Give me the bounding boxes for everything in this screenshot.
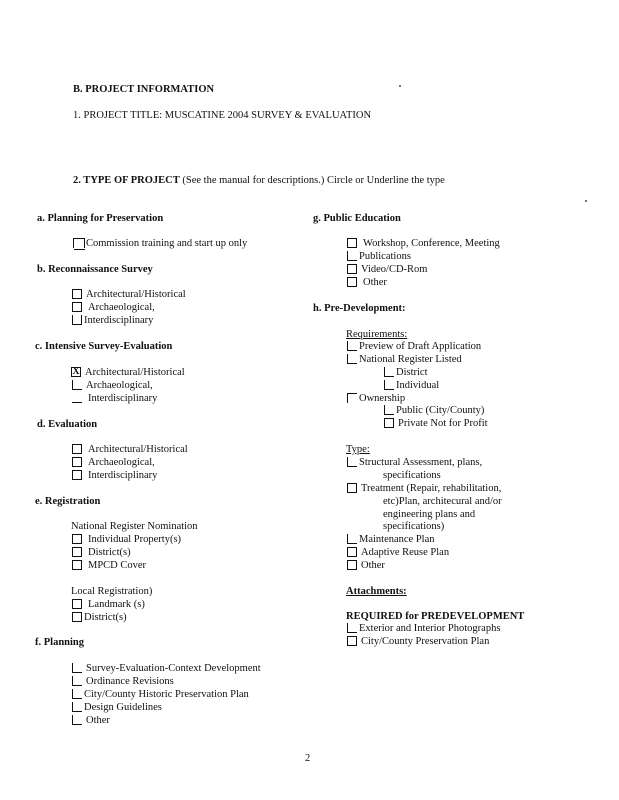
d-item-1: Architectural/Historical: [88, 444, 188, 455]
c-item-2: Archaeological,: [86, 380, 153, 391]
b-item-3: Interdisciplinary: [84, 315, 154, 326]
d-item-2: Archaeological,: [88, 457, 155, 468]
project-title: 1. PROJECT TITLE: MUSCATINE 2004 SURVEY & EVALUATION: [73, 110, 372, 121]
ownership-checkbox[interactable]: [347, 393, 357, 403]
req-sub-item-1: District: [396, 367, 428, 378]
attach-item-2: City/County Preservation Plan: [361, 636, 490, 647]
f-checkbox-1[interactable]: [72, 663, 82, 673]
own-sub-checkbox-1[interactable]: [384, 405, 394, 415]
section-h-title: h. Pre-Development:: [313, 303, 406, 314]
b-checkbox-2[interactable]: [72, 302, 82, 312]
e-nat-item-1: Individual Property(s): [88, 534, 182, 545]
f-item-5: Other: [86, 715, 110, 726]
attach-item-1: Exterior and Interior Photographs: [359, 623, 501, 634]
section-d-title: d. Evaluation: [37, 419, 98, 430]
own-sub-item-2: Private Not for Profit: [398, 418, 488, 429]
f-item-3: City/County Historic Preservation Plan: [84, 689, 249, 700]
req-checkbox-2[interactable]: [347, 354, 357, 364]
g-checkbox-4[interactable]: [347, 277, 357, 287]
type-checkbox-2[interactable]: [347, 483, 357, 493]
e-local-checkbox-1[interactable]: [72, 599, 82, 609]
e-nat-item-3: MPCD Cover: [88, 560, 147, 571]
section-b-title: b. Reconnaissance Survey: [37, 264, 153, 275]
d-checkbox-1[interactable]: [72, 444, 82, 454]
c-checkbox-1-checked[interactable]: X: [72, 366, 80, 377]
e-local-item-1: Landmark (s): [88, 599, 145, 610]
e-nat-checkbox-2[interactable]: [72, 547, 82, 557]
type-checkbox-3[interactable]: [347, 534, 357, 544]
required-predevelopment-heading: REQUIRED for PREDEVELOPMENT: [346, 611, 525, 622]
section-f-title: f. Planning: [35, 637, 85, 648]
b-checkbox-1[interactable]: [72, 289, 82, 299]
g-item-1: Workshop, Conference, Meeting: [363, 238, 500, 249]
f-checkbox-4[interactable]: [72, 702, 82, 712]
f-checkbox-2[interactable]: [72, 676, 82, 686]
type-item-2-line-1: Treatment (Repair, rehabilitation,: [361, 483, 502, 494]
req-sub-checkbox-1[interactable]: [384, 367, 394, 377]
scan-speck: [399, 85, 401, 87]
g-checkbox-3[interactable]: [347, 264, 357, 274]
attach-checkbox-1[interactable]: [347, 623, 357, 633]
type-item-5: Other: [361, 560, 385, 571]
req-checkbox-1[interactable]: [347, 341, 357, 351]
page-number: 2: [305, 753, 311, 764]
type-item-3: Maintenance Plan: [359, 534, 435, 545]
req-sub-checkbox-2[interactable]: [384, 380, 394, 390]
type-heading-note: (See the manual for descriptions.) Circle or Underline the type: [182, 175, 445, 186]
e-nat-item-2: District(s): [88, 547, 131, 558]
section-a-title: a. Planning for Preservation: [37, 213, 164, 224]
a-item-label: Commission training and start up only: [86, 238, 248, 249]
own-sub-item-1: Public (City/County): [396, 405, 485, 416]
f-checkbox-3[interactable]: [72, 689, 82, 699]
e-local-checkbox-2[interactable]: [72, 612, 82, 622]
type-item-2-line-2: etc)Plan, architecural and/or: [383, 496, 502, 507]
d-checkbox-3[interactable]: [72, 470, 82, 480]
c-checkbox-3[interactable]: [72, 393, 82, 403]
req-item-1: Preview of Draft Application: [359, 341, 482, 352]
ownership-label: Ownership: [359, 393, 406, 404]
type-checkbox-4[interactable]: [347, 547, 357, 557]
e-national-heading: National Register Nomination: [71, 521, 198, 532]
attach-checkbox-2[interactable]: [347, 636, 357, 646]
section-c-title: c. Intensive Survey-Evaluation: [35, 341, 173, 352]
c-item-3: Interdisciplinary: [88, 393, 158, 404]
type-item-2-line-4: specifications): [383, 521, 445, 532]
c-item-1: Architectural/Historical: [85, 367, 185, 378]
section-g-title: g. Public Education: [313, 213, 401, 224]
attachments-heading: Attachments:: [346, 586, 407, 597]
scan-speck: [585, 200, 587, 202]
e-local-item-2: District(s): [84, 612, 127, 623]
own-sub-checkbox-2[interactable]: [384, 418, 394, 428]
e-local-heading: Local Registration): [71, 586, 153, 597]
a-checkbox[interactable]: [73, 238, 85, 248]
type-checkbox-5[interactable]: [347, 560, 357, 570]
f-checkbox-5[interactable]: [72, 715, 82, 725]
g-item-3: Video/CD-Rom: [361, 264, 428, 275]
type-heading-label: 2. TYPE OF PROJECT: [73, 175, 180, 186]
g-item-2: Publications: [359, 251, 411, 262]
section-e-title: e. Registration: [35, 496, 101, 507]
c-checkbox-2[interactable]: [72, 380, 82, 390]
e-nat-checkbox-1[interactable]: [72, 534, 82, 544]
section-heading: B. PROJECT INFORMATION: [73, 84, 215, 95]
type-item-2-line-3: engineering plans and: [383, 509, 476, 520]
type-heading: Type:: [346, 444, 370, 455]
requirements-heading: Requirements:: [346, 329, 408, 340]
b-item-2: Archaeological,: [88, 302, 155, 313]
d-checkbox-2[interactable]: [72, 457, 82, 467]
project-type-heading: [73, 175, 445, 187]
type-item-1-line-1: Structural Assessment, plans,: [359, 457, 483, 468]
g-checkbox-2[interactable]: [347, 251, 357, 261]
type-item-1-line-2: specifications: [383, 470, 441, 481]
type-checkbox-1[interactable]: [347, 457, 357, 467]
f-item-1: Survey-Evaluation-Context Development: [86, 663, 261, 674]
b-checkbox-3[interactable]: [72, 315, 82, 325]
b-item-1: Architectural/Historical: [86, 289, 186, 300]
a-underline-blank: [74, 249, 85, 250]
e-nat-checkbox-3[interactable]: [72, 560, 82, 570]
d-item-3: Interdisciplinary: [88, 470, 158, 481]
req-item-2: National Register Listed: [359, 354, 462, 365]
f-item-4: Design Guidelines: [84, 702, 162, 713]
g-checkbox-1[interactable]: [347, 238, 357, 248]
req-sub-item-2: Individual: [396, 380, 440, 391]
type-item-4: Adaptive Reuse Plan: [361, 547, 450, 558]
f-item-2: Ordinance Revisions: [86, 676, 174, 687]
g-item-4: Other: [363, 277, 387, 288]
